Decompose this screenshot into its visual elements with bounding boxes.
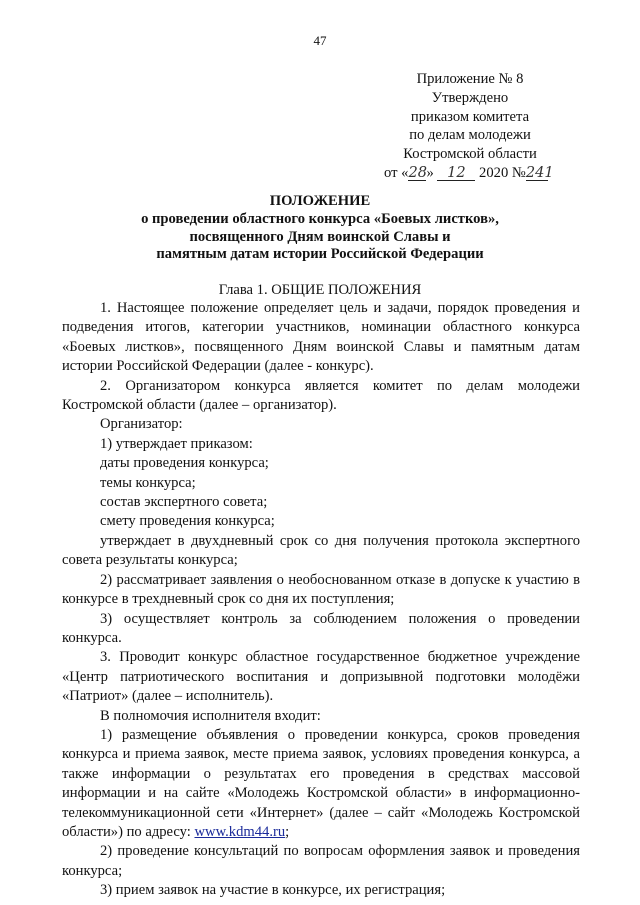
list-item-control: 3) осуществляет контроль за соблюдением положения о проведении конкурса. [62,610,580,646]
list-item-results: утверждает в двухдневный срок со дня получения протокола экспертного совета результаты конкурса; [62,532,580,569]
title-line-2: о проведении областного конкурса «Боевых листков», [141,210,499,227]
website-link[interactable]: www.kdm44.ru [194,823,286,840]
title-line-4: памятным датам истории Российской Федерации [156,246,484,263]
list-item-budget: смету проведения конкурса; [100,513,275,530]
list-item-dates: даты проведения конкурса; [100,455,269,472]
paragraph-executor-powers: В полномочия исполнителя входит: [100,707,321,724]
date-day: 28 [408,163,428,181]
order-number: 241 [525,163,554,181]
date-prefix: от « [384,164,409,181]
title-line-3: посвященного Дням воинской Славы и [189,228,451,245]
paragraph-1: 1. Настоящее положение определяет цель и задачи, порядок проведения и подведения итогов, категории участников, номинации областного конкурса «Боевых листков», посвященного Дням воинской Славы и памятным датам истории Российской Федерации (далее - конкурс). [62,300,580,375]
approval-stamp [380,70,560,183]
list-item-appeals: 2) рассматривает заявления о необоснованном отказе в допуске к участию в конкурсе в трехдневный срок со дня их поступления; [62,571,580,608]
announcement-end: ; [285,823,290,840]
paragraph-3: 3. Проводит конкурс областное государственное бюджетное учреждение «Центр патриотического воспитания и допризывной подготовки молодёжи «Патриот» (далее – исполнитель). [62,649,580,705]
approval-date [380,164,560,183]
announcement-text: 1) размещение объявления о проведении конкурса, сроков проведения конкурса и приема заявок, месте приема заявок, условиях проведения конкурса, а также информации о результатах его проведения в средствах массовой информации и на сайте «Молодежь Костромской области» в информационно-телекоммуникационной сети «Интернет» (далее – сайт «Молодежь Костромской области») по адресу: [62,726,580,840]
chapter-heading: Глава 1. ОБЩИЕ ПОЛОЖЕНИЯ [218,282,422,298]
paragraph-2: 2. Организатором конкурса является комитет по делам молодежи Костромской области (далее – организатор). [62,377,580,414]
list-item-announcement [62,726,580,842]
document-title [0,193,640,264]
document-body [62,299,580,901]
list-item-council: состав экспертного совета; [100,494,268,511]
date-sep: » [426,164,434,181]
paragraph-organizer: Организатор: [100,416,183,433]
approval-appendix: Приложение № 8 [416,71,524,87]
list-item-topics: темы конкурса; [100,474,196,491]
page-number: 47 [313,33,327,48]
date-year: 2020 № [479,164,526,181]
date-month: 12 [437,165,475,181]
approval-order: приказом комитета [410,108,530,125]
approval-approved: Утверждено [431,89,509,106]
approval-committee: по делам молодежи [409,127,531,144]
list-item-consultations: 2) проведение консультаций по вопросам оформления заявок и проведения конкурса; [62,843,580,879]
approval-region: Костромской области [403,146,537,163]
list-item-applications: 3) прием заявок на участие в конкурсе, их регистрация; [100,882,446,899]
list-item-approves: 1) утверждает приказом: [100,435,253,452]
title-line-1: ПОЛОЖЕНИЕ [269,193,371,209]
